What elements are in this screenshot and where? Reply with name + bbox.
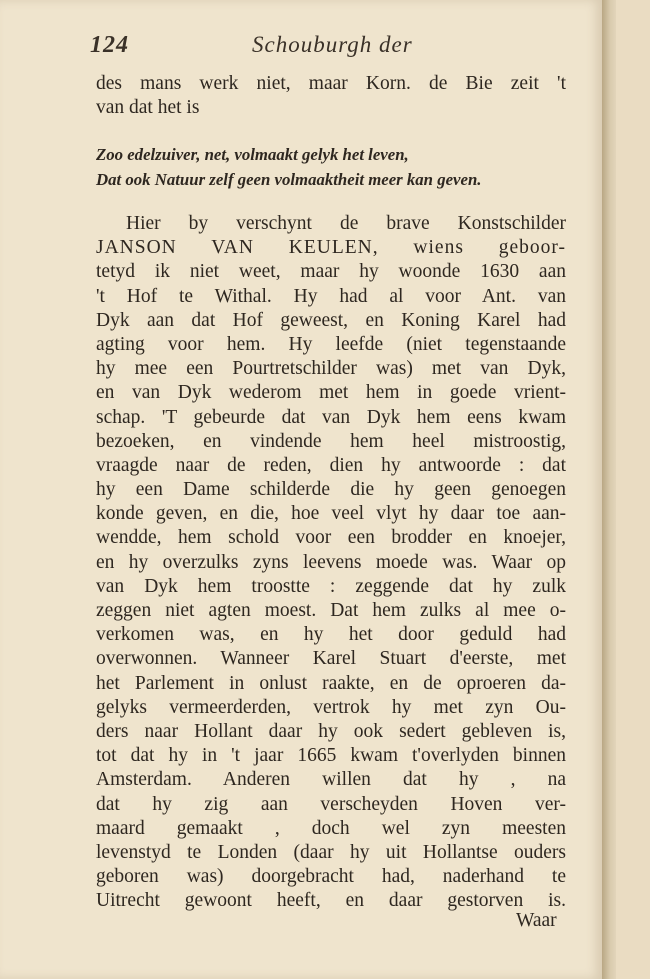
page-header (90, 32, 570, 66)
text-line: Uitrecht gewoont heeft, en daar gestorven is. (96, 890, 566, 912)
text-line: geboren was) doorgebracht had, naderhand te (96, 866, 566, 888)
text-line: schap. 'T gebeurde dat van Dyk hem eens kwam (96, 406, 566, 428)
text-line: gelyks vermeerderden, vertrok hy met zyn Ou- (96, 696, 566, 718)
intro-paragraph (96, 72, 566, 120)
text-line: hy mee een Pourtretschilder was) met van Dyk, (96, 358, 566, 380)
verse-line: Zoo edelzuiver, net, volmaakt gelyk het leven, (96, 145, 409, 164)
text-line: hy een Dame schilderde die hy geen genoegen (96, 479, 566, 501)
text-line: zeggen niet agten moest. Dat hem zulks al mee o- (96, 600, 566, 621)
text-line: 't Hof te Withal. Hy had al voor Ant. van (96, 285, 566, 307)
text-line: JANSON VAN KEULEN, wiens geboor- (96, 237, 566, 259)
text-line: des mans werk niet, maar Korn. de Bie zeit 't (96, 73, 566, 94)
text-line: levenstyd te Londen (daar hy uit Hollantse ouders (96, 841, 566, 863)
book-gutter (602, 0, 616, 979)
verse-line: Dat ook Natuur zelf geen volmaaktheit meer kan geven. (96, 170, 482, 189)
text-line: overwonnen. Wanneer Karel Stuart d'eerste, met (96, 648, 566, 670)
text-line: en van Dyk wederom met hem in goede vrient- (96, 382, 566, 404)
text-line: verkomen was, en hy het door geduld had (96, 624, 566, 646)
text-line: maard gemaakt , doch wel zyn meesten (96, 817, 566, 839)
verse-quote (96, 142, 566, 192)
text-line: tot dat hy in 't jaar 1665 kwam t'overlyden binnen (96, 745, 566, 767)
text-line: het Parlement in onlust raakte, en de oproeren da- (96, 672, 566, 694)
text-line: Hier by verschynt de brave Konstschilder (126, 213, 566, 234)
text-line: tetyd ik niet weet, maar hy woonde 1630 aan (96, 261, 566, 283)
running-head: Schouburgh der (252, 32, 413, 57)
text-line: konde geven, en die, hoe veel vlyt hy daar toe aan- (96, 503, 566, 525)
text-line: vraagde naar de reden, dien hy antwoorde : dat (96, 454, 566, 476)
text-line: ders naar Hollant daar hy ook sedert gebleven is, (96, 720, 566, 742)
text-line: Amsterdam. Anderen willen dat hy , na (96, 769, 566, 791)
text-line: van dat het is (96, 97, 200, 119)
text-line: dat hy zig aan verscheyden Hoven ver- (96, 793, 566, 815)
text-line: wendde, hem schold voor een brodder en knoejer, (96, 527, 566, 549)
text-line: en hy overzulks zyns leevens moede was. Waar op (96, 551, 566, 573)
text-line: Dyk aan dat Hof geweest, en Koning Karel had (96, 309, 566, 331)
catchword: Waar (516, 910, 557, 931)
text-line: bezoeken, en vindende hem heel mistroostig, (96, 430, 566, 452)
page-number: 124 (90, 32, 129, 58)
facing-page-edge (616, 0, 650, 979)
body-paragraph (96, 212, 566, 913)
text-line: van Dyk hem troostte : zeggende dat hy zulk (96, 575, 566, 597)
text-line: agting voor hem. Hy leefde (niet tegenstaande (96, 333, 566, 355)
